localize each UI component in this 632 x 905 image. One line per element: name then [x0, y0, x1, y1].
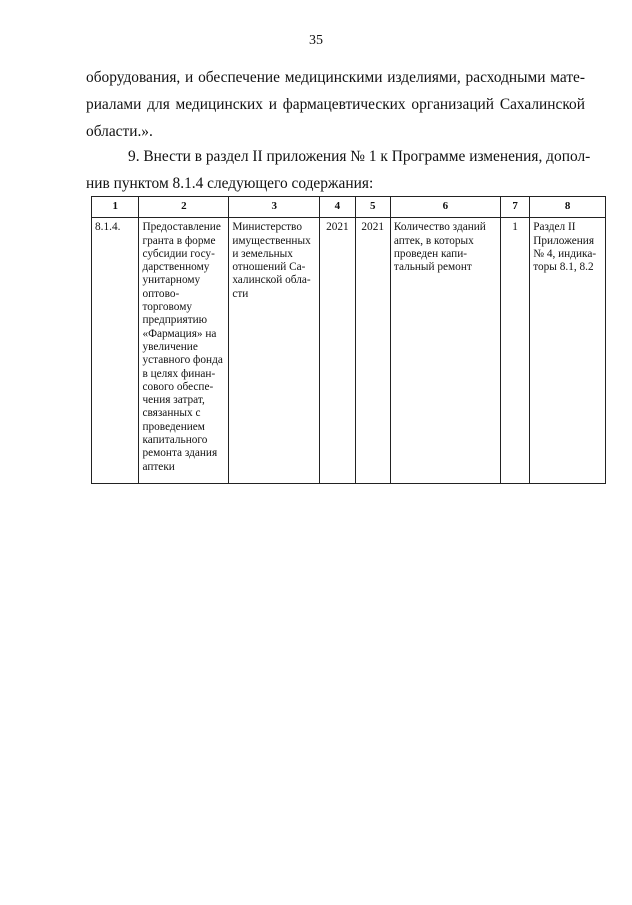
paragraph-continuation — [86, 64, 585, 145]
page-number: 35 — [309, 33, 323, 48]
responsible-executor-cell: Министерство имущественных и земельных отношений Са- халинской обла- сти — [229, 218, 320, 484]
measure-description-cell: Предоставление гранта в форме субсидии госу- дарственному унитарному оптово- торговому предприятию «Фармация» на увеличение уставного фонда в целях финан- сового обеспе- чения затрат, связанных с проведением капитального ремонта здания аптеки — [139, 218, 229, 484]
amendment-table — [91, 196, 606, 484]
paragraph-line: 9. Внести в раздел II приложения № 1 к Программе изменения, допол- — [128, 148, 591, 165]
paragraph-line: риалами для медицинских и фармацевтических организаций Сахалинской — [86, 96, 585, 113]
result-indicator-cell: Количество зданий аптек, в которых проведен капи- тальный ремонт — [390, 218, 500, 484]
column-header: 1 — [92, 197, 139, 218]
paragraph-line: области.». — [86, 123, 153, 140]
table-header-row — [92, 197, 606, 218]
column-header: 2 — [139, 197, 229, 218]
target-value-cell: 1 — [500, 218, 529, 484]
start-year-cell: 2021 — [320, 218, 355, 484]
paragraph-line: нив пунктом 8.1.4 следующего содержания: — [86, 175, 374, 192]
column-header: 6 — [390, 197, 500, 218]
column-header: 7 — [500, 197, 529, 218]
column-header: 4 — [320, 197, 355, 218]
column-header: 5 — [355, 197, 390, 218]
column-header: 3 — [229, 197, 320, 218]
reference-cell: Раздел II Приложения № 4, индика- торы 8.1, 8.2 — [530, 218, 606, 484]
item-number-cell: 8.1.4. — [92, 218, 139, 484]
end-year-cell: 2021 — [355, 218, 390, 484]
column-header: 8 — [530, 197, 606, 218]
paragraph-amendment — [86, 143, 591, 197]
table-row — [92, 218, 606, 484]
paragraph-line: оборудования, и обеспечение медицинскими изделиями, расходными мате- — [86, 69, 585, 86]
